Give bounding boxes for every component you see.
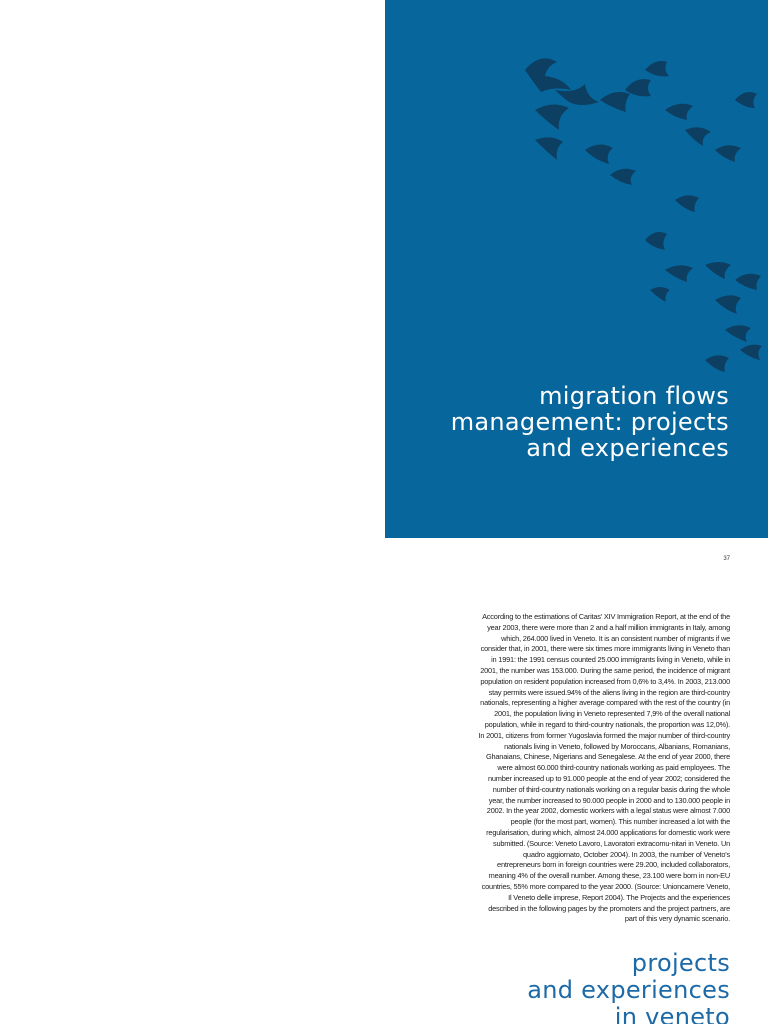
hero-title-line: and experiences [526,434,729,462]
section-title-line: and experiences [527,976,730,1004]
hero-title-line: migration flows [539,382,729,410]
page-number: 37 [723,556,730,562]
section-title-line: in veneto [614,1003,730,1024]
hero-title [409,383,729,461]
section-title [410,950,730,1024]
hero-title-line: management: projects [450,408,729,436]
hero-panel [385,0,768,538]
section-title-line: projects [631,950,730,977]
body-paragraph: According to the estimations of Caritas' XIV Immigration Report, at the end of the year 2003, there were more than 2 and a half million immigrants in Italy, among which, 264.000 lived in Veneto. It is an consistent number of migrants if we consider that, in 2001, there were six times more immigrants living in Veneto than in 1991: the 1991 census counted 25.000 immigrants living in Veneto, while in 2001, the number was 153.000. During the same period, the incidence of migrant population on resident population increased from 0,6% to 3,4%. In 2003, 213.000 stay permits were issued.94% of the aliens living in the region are third-country nationals, representing a higher average compared with the rest of the country (in 2001, the population living in Veneto represented 7,9% of the overall national population, while in regard to third-country nationals, the proportion was 12,0%). In 2001, citizens from former Yugoslavia formed the major number of third-country nationals living in Veneto, followed by Moroccans, Albanians, Romanians, Ghanaians, Chinese, Nigerians and Senegalese. At the end of year 2000, there were almost 60.000 third-country nationals working as paid employees. The number increased up to 91.000 people at the end of year 2002; considered the number of third-country nationals working on a regular basis during the whole year, the number increased to 90.000 people in 2000 and to 130.000 people in 2002. In the year 2002, domestic workers with a legal status were almost 7.000 people (for the most part, women). This number increased a lot with the regularisation, during which, almost 24.000 applications for domestic work were submitted. (Source: Veneto Lavoro, Lavoratori extracomu-nitari in Veneto. Un quadro aggiornato, October 2004). In 2003, the number of Veneto's entrepreneurs born in foreign countries were 29.200, included collaborators, meaning 4% of the overall number. Among these, 23.100 were born in non-EU countries, 55% more compared to the year 2000. (Source: Unioncamere Veneto, Il Veneto delle imprese, Report 2004). The Projects and the experiences described in the following pages by the promoters and the project partners, are part of this very dynamic scenario. [478,612,730,924]
